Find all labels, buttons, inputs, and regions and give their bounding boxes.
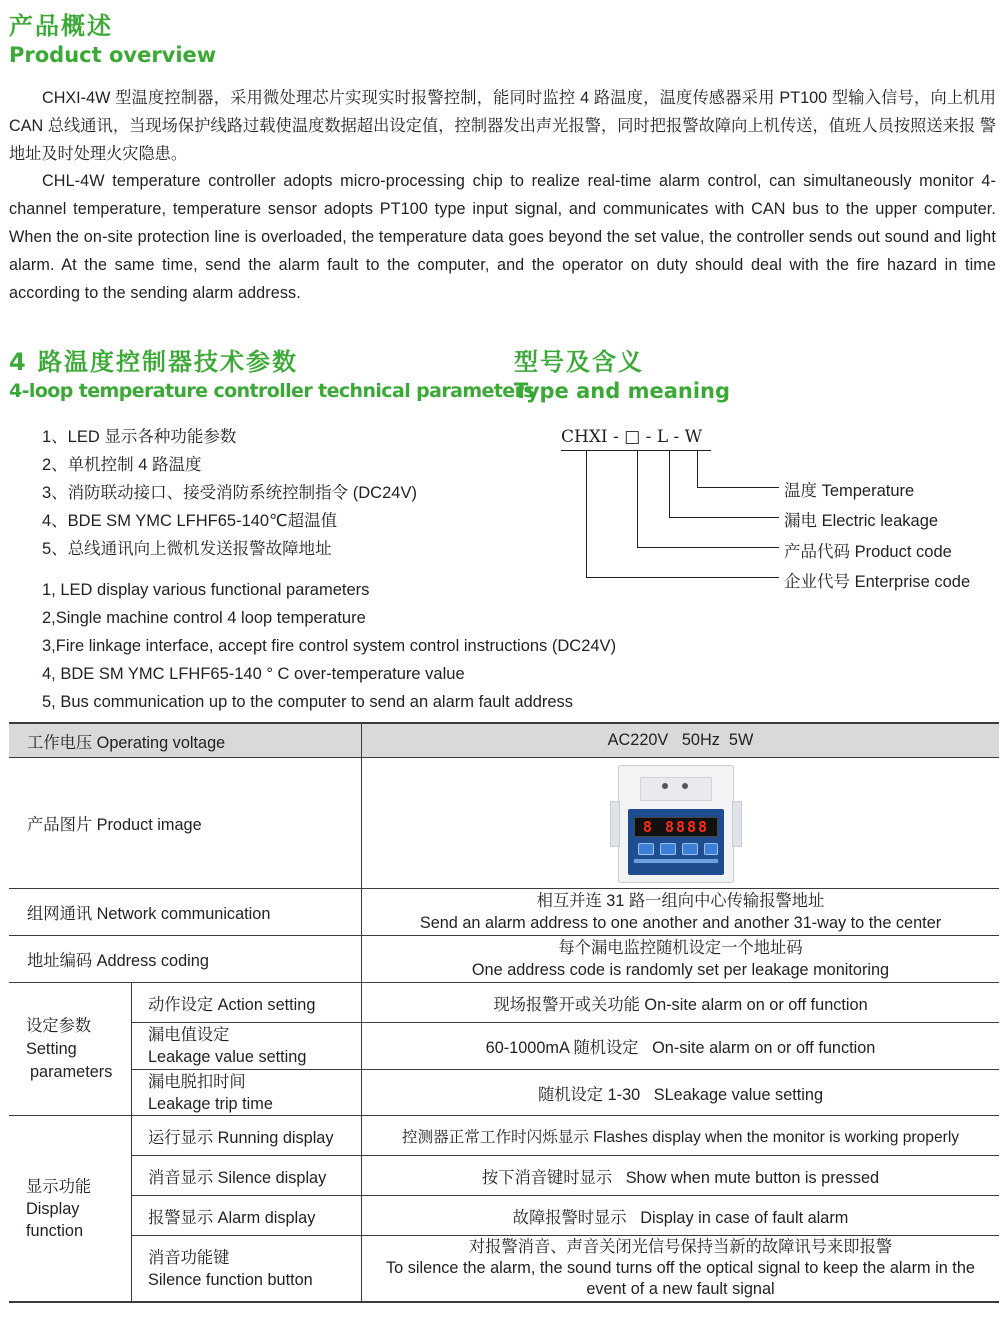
device-rail-clip (732, 801, 742, 847)
meaning-enterprise-code: 企业代号 Enterprise code (784, 573, 971, 591)
running-display-label: 运行显示 Running display (148, 1128, 334, 1147)
list-item: 4, BDE SM YMC LFHF65-140 ° C over-temperature value (42, 665, 465, 683)
leakage-trip-time-label-cn: 漏电脱扣时间 (148, 1072, 246, 1091)
address-value-en: One address code is randomly set per leakage monitoring (471, 961, 890, 979)
model-code: CHXI - □ - L - W (561, 427, 703, 447)
table-rule (9, 1301, 999, 1303)
leakage-value-label-en: Leakage value setting (148, 1048, 307, 1066)
setting-group-en-1: Setting (26, 1039, 77, 1058)
meaning-product-code: 产品代码 Product code (784, 543, 952, 561)
silence-function-value-en-1: To silence the alarm, the sound turns off the optical signal to keep the alarm in the (386, 1259, 975, 1277)
overview-title-en: Product overview (9, 43, 217, 67)
device-button (704, 843, 718, 855)
type-title-en: Type and meaning (514, 379, 730, 403)
leakage-trip-time-value: 随机设定 1-30 SLeakage value setting (537, 1085, 824, 1104)
overview-paragraph-cn: CHXI-4W 型温度控制器，采用微处理芯片实现实时报警控制，能同时监控 4 路温度，温度传感器采用 PT100 型输入信号，向上机用 CAN 总线通讯，当现场保护线路过载使温度数据超出设定值，控制器发出声光报警，同时把报警故障向上机传送，值班人员按照送来报 警地址及时处理火灾隐患。 (9, 89, 996, 163)
device-rail-clip (610, 801, 620, 847)
leakage-value-label (132, 1023, 361, 1069)
bracket-line (586, 451, 587, 578)
device-terminal-dot (682, 783, 688, 789)
alarm-display-value: 故障报警时显示 Display in case of fault alarm (512, 1208, 849, 1227)
bracket-line (637, 547, 779, 548)
list-item: 1、LED 显示各种功能参数 (42, 428, 237, 446)
setting-group-en-2: parameters (30, 1062, 113, 1081)
meaning-electric-leakage: 漏电 Electric leakage (784, 512, 939, 530)
setting-parameters-group (9, 983, 131, 1115)
leakage-trip-time-label-en: Leakage trip time (148, 1094, 273, 1113)
bracket-line (637, 451, 638, 548)
product-image-label: 产品图片 Product image (27, 816, 202, 834)
leakage-value-value: 60-1000mA 随机设定 On-site alarm on or off function (485, 1039, 876, 1057)
silence-display-label: 消音显示 Silence display (148, 1168, 327, 1187)
display-group-en-2: function (26, 1222, 84, 1240)
network-value-en: Send an alarm address to one another and another 31-way to the center (419, 914, 942, 932)
list-item: 5, Bus communication up to the computer to send an alarm fault address (42, 693, 574, 711)
device-display: 8 8888 (634, 817, 718, 837)
silence-function-value-cn: 对报警消音、声音关闭光信号保持当新的故障讯号来即报警 (468, 1238, 893, 1256)
address-value-cn: 每个漏电监控随机设定一个地址码 (558, 939, 803, 957)
bracket-line (669, 517, 779, 518)
silence-function-label-en: Silence function button (148, 1270, 313, 1289)
network-value (362, 889, 999, 935)
list-item: 2、单机控制 4 路温度 (42, 456, 202, 474)
action-setting-value: 现场报警开或关功能 On-site alarm on or off function (493, 995, 868, 1014)
overview-title-cn: 产品概述 (9, 12, 113, 40)
alarm-display-label: 报警显示 Alarm display (148, 1208, 316, 1227)
params-title-en: 4-loop temperature controller technical parameters (9, 380, 535, 402)
list-item: 1, LED display various functional parameters (42, 581, 370, 599)
type-title-cn: 型号及含义 (514, 348, 644, 376)
params-title-cn: 4 路温度控制器技术参数 (9, 348, 299, 376)
silence-function-label-cn: 消音功能键 (148, 1248, 230, 1267)
network-label: 组网通讯 Network communication (27, 905, 271, 923)
network-value-cn: 相互并连 31 路一组向中心传输报警地址 (536, 892, 825, 910)
params-list-cn (42, 423, 417, 563)
address-value (362, 936, 999, 982)
silence-display-value: 按下消音键时显示 Show when mute button is pressed (481, 1168, 880, 1187)
meaning-temperature: 温度 Temperature (784, 482, 915, 500)
leakage-value-label-cn: 漏电值设定 (148, 1026, 230, 1044)
device-top-cover (640, 777, 712, 801)
params-list-en (42, 576, 616, 716)
device-terminal-dot (662, 783, 668, 789)
silence-function-button-value (362, 1236, 999, 1301)
address-label: 地址编码 Address coding (27, 952, 209, 970)
model-underline (561, 450, 711, 451)
device-button (638, 843, 654, 855)
display-group-cn: 显示功能 (26, 1178, 92, 1196)
voltage-label: 工作电压 Operating voltage (27, 733, 226, 752)
silence-function-button-label (132, 1236, 361, 1301)
product-device-image (610, 765, 745, 885)
display-group-en-1: Display (26, 1200, 80, 1218)
bracket-line (697, 451, 698, 488)
action-setting-label: 动作设定 Action setting (148, 995, 316, 1014)
device-label-strip (634, 859, 718, 863)
bracket-line (697, 487, 779, 488)
setting-group-cn: 设定参数 (26, 1016, 92, 1035)
list-item: 3、消防联动接口、接受消防系统控制指令 (DC24V) (42, 484, 417, 502)
bracket-line (586, 577, 779, 578)
list-item: 4、BDE SM YMC LFHF65-140℃超温值 (42, 512, 338, 530)
list-item: 2,Single machine control 4 loop temperature (42, 609, 366, 627)
running-display-value: 控测器正常工作时闪烁显示 Flashes display when the monitor is working properly (401, 1128, 960, 1146)
silence-function-value-en-2: event of a new fault signal (586, 1280, 775, 1298)
device-button (660, 843, 676, 855)
voltage-value: AC220V 50Hz 5W (607, 731, 754, 749)
list-item: 5、总线通讯向上微机发送报警故障地址 (42, 540, 332, 558)
device-button (682, 843, 698, 855)
bracket-line (669, 451, 670, 518)
list-item: 3,Fire linkage interface, accept fire control system control instructions (DC24V) (42, 637, 617, 655)
leakage-trip-time-label (132, 1070, 361, 1115)
overview-paragraph-en: CHL-4W temperature controller adopts micro-processing chip to realize real-time alarm control, can simultaneously monitor 4-channel temperature, temperature sensor adopts PT100 type input signal, and communicates with CAN bus to the upper computer. When the on-site protection line is overloaded, the temperature data goes beyond the set value, the controller sends out sound and light alarm. At the same time, send the alarm fault to the computer, and the operator on duty should deal with the fire hazard in time according to the sending alarm address. (9, 172, 996, 302)
display-function-group (9, 1116, 131, 1302)
